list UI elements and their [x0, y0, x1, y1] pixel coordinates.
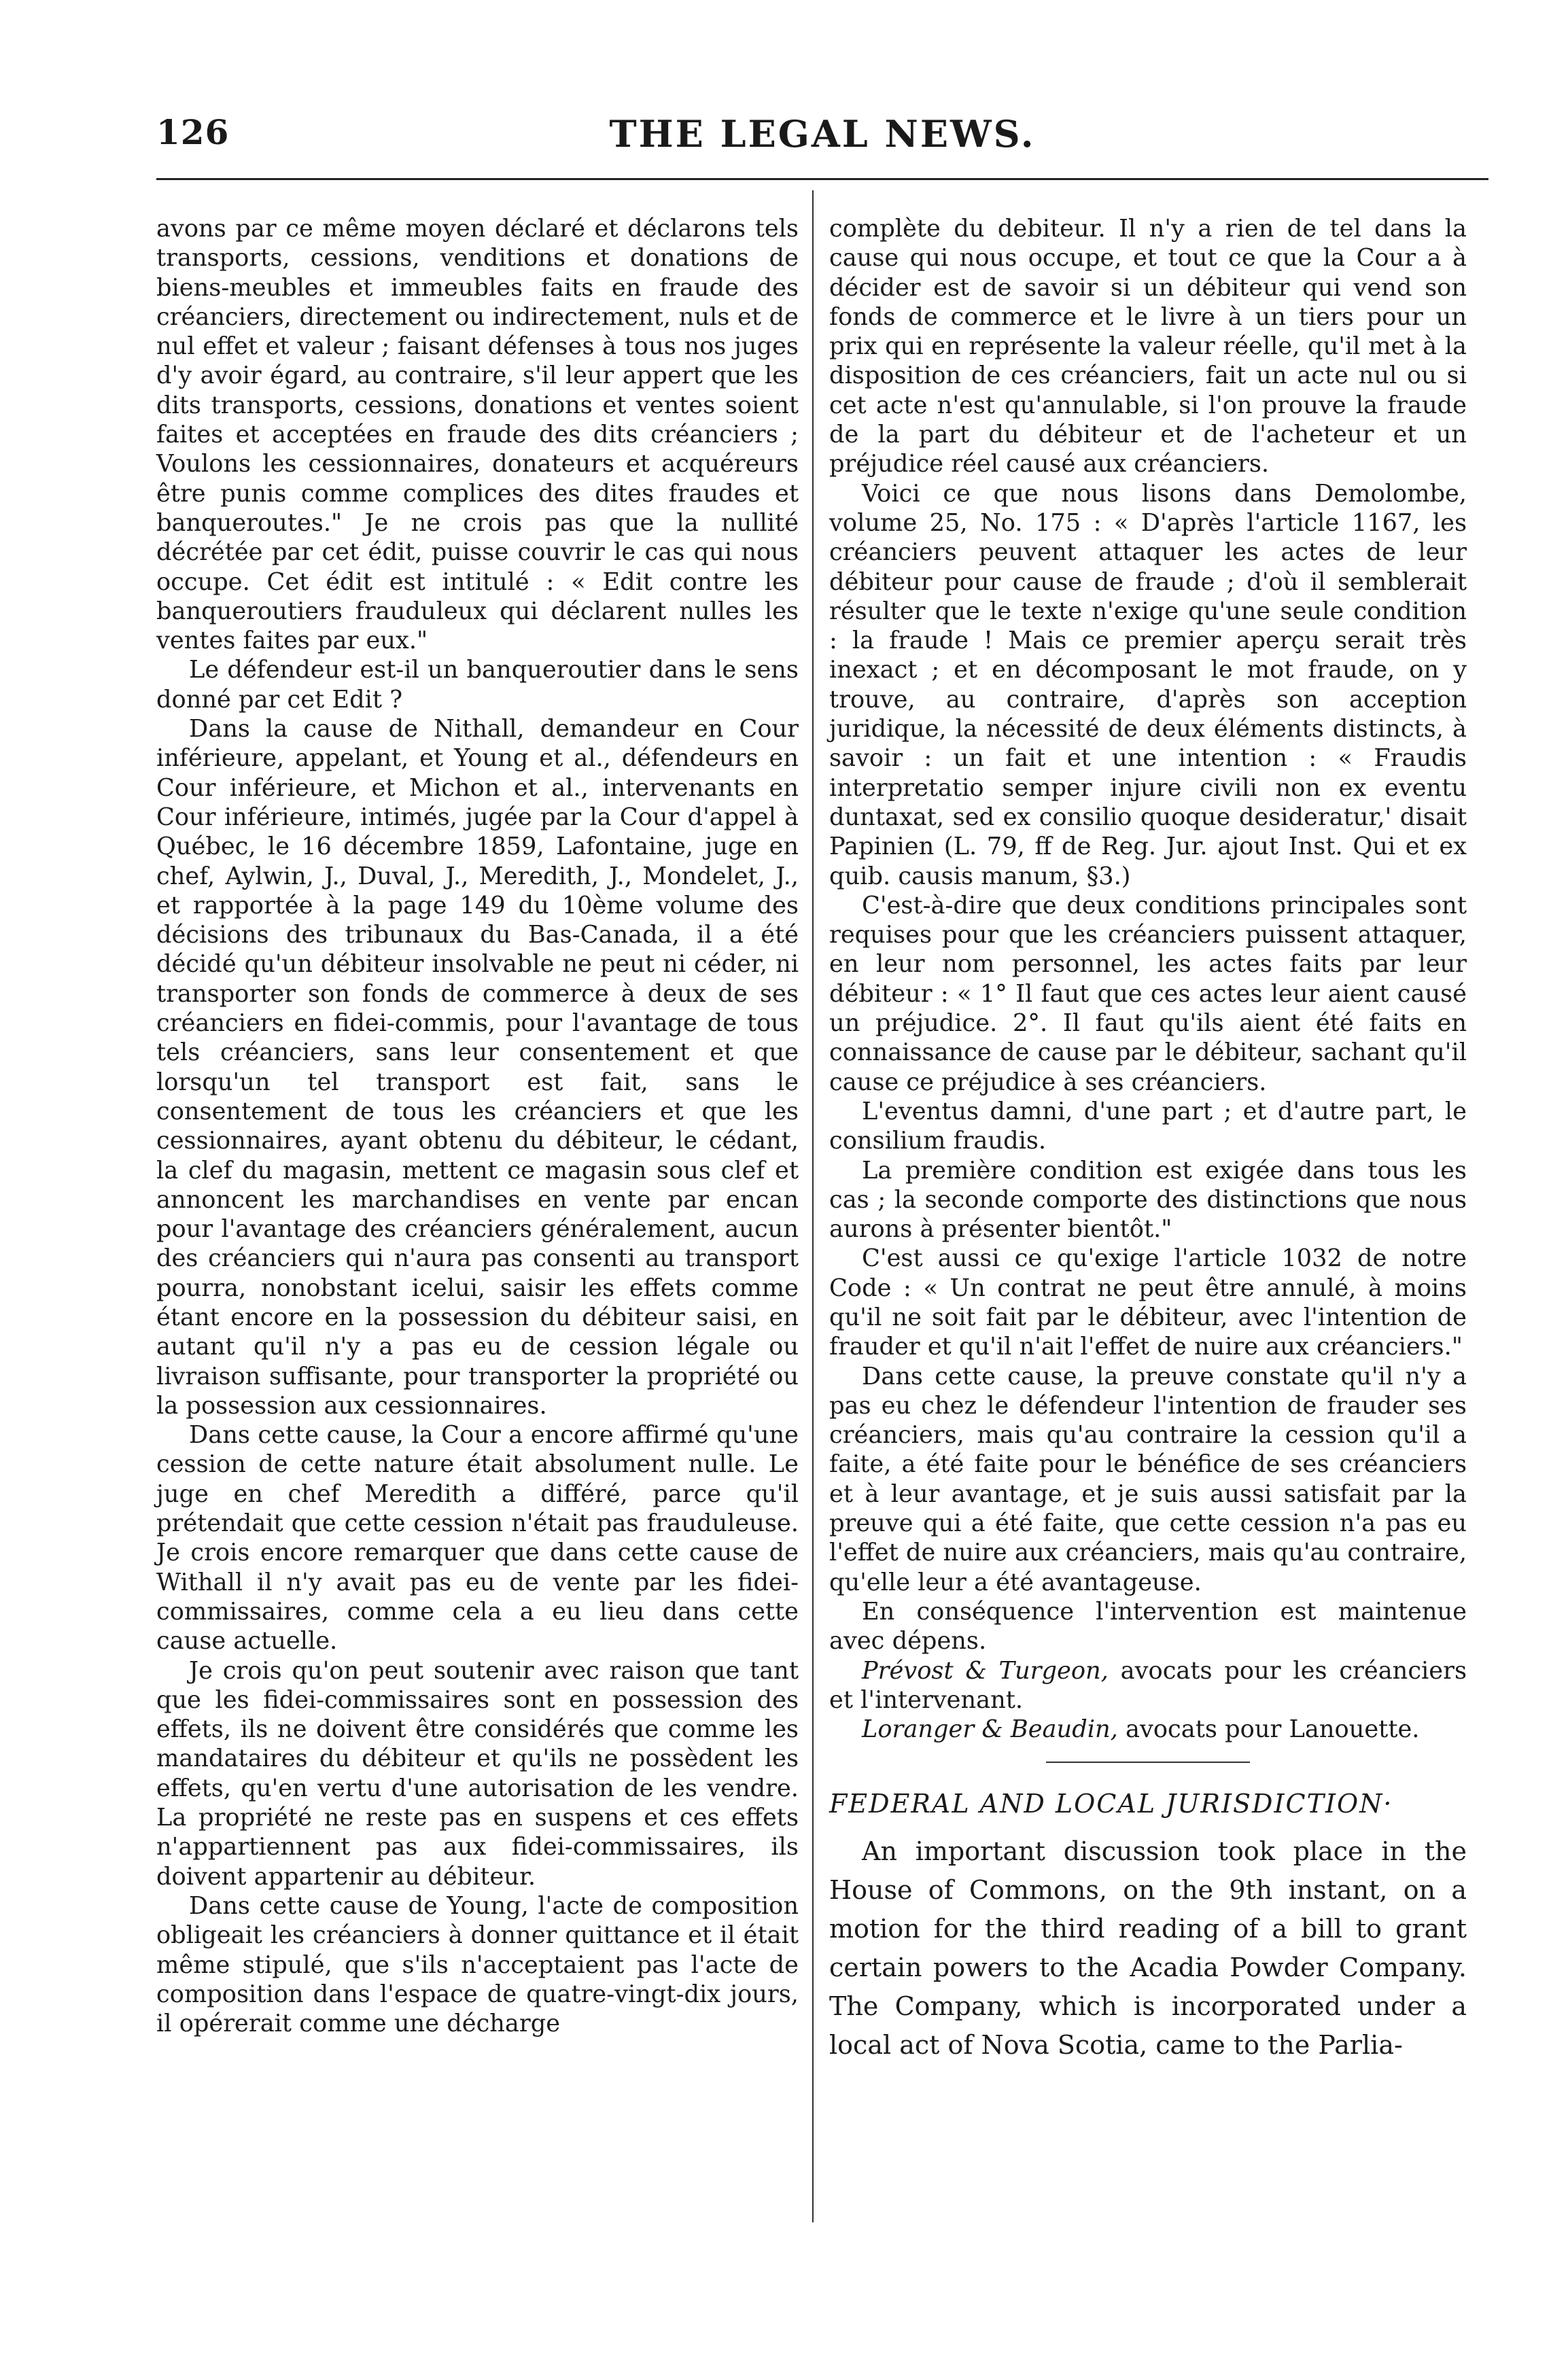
page-number: 126: [156, 112, 230, 152]
paragraph: avons par ce même moyen déclaré et déclarons tels transports, cessions, venditions et donations de biens-meubles et immeubles faits en fraude des créanciers, directement ou indirectement, nuls et de nul effet et valeur ; faisant défenses à tous nos juges d'y avoir égard, au contraire, s'il leur appert que les dits transports, cessions, donations et ventes soient faites et acceptées en fraude des dits créanciers ; Voulons les cessionnaires, donateurs et acquéreurs être punis comme complices des dites fraudes et banqueroutes." Je ne crois pas que la nullité décrétée par cet édit, puisse couvrir le cas qui nous occupe. Cet édit est intitulé : « Edit contre les banqueroutiers frauduleux qui déclarent nulles les ventes faites par eux.": [156, 215, 799, 655]
right-column: [829, 214, 1467, 2253]
paragraph: C'est aussi ce qu'exige l'article 1032 de notre Code : « Un contrat ne peut être annulé, à moins qu'il ne soit fait par le débiteur, avec l'intention de frauder et qu'il n'ait l'effet de nuire aux créanciers.": [829, 1244, 1467, 1361]
paragraph: Dans cette cause de Young, l'acte de composition obligeait les créanciers à donner quittance et il était même stipulé, que s'ils n'acceptaient pas l'acte de composition dans l'espace de quatre-vingt-dix jours, il opérerait comme une décharge: [156, 1891, 799, 2038]
counsel-names: Prévost & Turgeon,: [862, 1656, 1109, 1685]
paragraph: Dans cette cause, la preuve constate qu'il n'y a pas eu chez le défendeur l'intention de frauder ses créanciers, mais qu'au contraire la cession qu'il a faite, a été faite pour le bénéfice de ses créanciers et à leur avantage, et je suis aussi satisfait par la preuve qui a été faite, que cette cession n'a pas eu l'effet de nuire aux créanciers, mais qu'au contraire, qu'elle leur a été avantageuse.: [829, 1362, 1467, 1596]
paragraph: complète du debiteur. Il n'y a rien de tel dans la cause qui nous occupe, et tout ce que la Cour a à décider est de savoir si un débiteur qui vend son fonds de commerce et le livre à un tiers pour un prix qui en représente la valeur réelle, qu'il met à la disposition de ces créanciers, fait un acte nul ou si cet acte n'est qu'annulable, si l'on prouve la fraude de la part du débiteur et de l'acheteur et un préjudice réel causé aux créanciers.: [829, 215, 1467, 478]
counsel-names: Loranger & Beaudin,: [862, 1715, 1118, 1744]
section-title: FEDERAL AND LOCAL JURISDICTION·: [829, 1789, 1393, 1819]
left-column: [156, 214, 799, 2253]
counsel-signature: [829, 1656, 1467, 1715]
page-header: [156, 112, 1488, 167]
paragraph: En conséquence l'intervention est maintenue avec dépens.: [829, 1597, 1467, 1656]
section-rule: [1046, 1762, 1250, 1763]
running-title: THE LEGAL NEWS.: [609, 112, 1036, 156]
section-body: An important discussion took place in the House of Commons, on the 9th instant, on a motion for the third reading of a bill to grant certain powers to the Acadia Powder Company. The Company, which is incorporated under a local act of Nova Scotia, came to the Parlia-: [829, 1836, 1467, 2061]
paragraph: Je crois qu'on peut soutenir avec raison que tant que les fidei-commissaires sont en possession des effets, ils ne doivent être considérés que comme les mandataires du débiteur et qu'ils ne possèdent les effets, qu'en vertu d'une autorisation de les vendre. La propriété ne reste pas en suspens et ces effets n'appartiennent pas aux fidei-commissaires, ils doivent appartenir au débiteur.: [156, 1656, 799, 1891]
paragraph: Le défendeur est-il un banqueroutier dans le sens donné par cet Edit ?: [156, 656, 799, 714]
header-rule: [156, 178, 1488, 180]
counsel-signature: [829, 1715, 1467, 1744]
paragraph: Dans cette cause, la Cour a encore affirmé qu'une cession de cette nature était absolument nulle. Le juge en chef Meredith a différé, parce qu'il prétendait que cette cession n'était pas frauduleuse. Je crois encore remarquer que dans cette cause de Withall il n'y avait pas eu de vente par les fidei-commissaires, comme cela a eu lieu dans cette cause actuelle.: [156, 1421, 799, 1656]
paragraph: La première condition est exigée dans tous les cas ; la seconde comporte des distinctions que nous aurons à présenter bientôt.": [829, 1156, 1467, 1244]
counsel-role: avocats pour Lanouette.: [1117, 1715, 1420, 1744]
paragraph: Dans la cause de Nithall, demandeur en Cour inférieure, appelant, et Young et al., défendeurs en Cour inférieure, et Michon et al., intervenants en Cour inférieure, intimés, jugée par la Cour d'appel à Québec, le 16 décembre 1859, Lafontaine, juge en chef, Aylwin, J., Duval, J., Meredith, J., Mondelet, J., et rapportée à la page 149 du 10ème volume des décisions des tribunaux du Bas-Canada, il a été décidé qu'un débiteur insolvable ne peut ni céder, ni transporter son fonds de commerce à deux de ses créanciers en fidei-commis, pour l'avantage de tous tels créanciers, sans leur consentement et que lorsqu'un tel transport est fait, sans le consentement de tous les créanciers et que les cessionnaires, ayant obtenu du débiteur, le cédant, la clef du magasin, mettent ce magasin sous clef et annoncent les marchandises en vente par encan pour l'avantage des créanciers généralement, aucun des créanciers qui n'aura pas consenti au transport pourra, nonobstant icelui, saisir les effets comme étant encore en la possession du débiteur saisi, en autant qu'il n'y a pas eu de cession légale ou livraison suffisante, pour transporter la propriété ou la possession aux cessionnaires.: [156, 715, 799, 1420]
paragraph: Voici ce que nous lisons dans Demolombe, volume 25, No. 175 : « D'après l'article 1167, les créanciers peuvent attaquer les actes de leur débiteur pour cause de fraude ; d'où il semblerait résulter que le texte n'exige qu'une seule condition : la fraude ! Mais ce premier aperçu serait très inexact ; et en décomposant le mot fraude, on y trouve, au contraire, d'après son acception juridique, la nécessité de deux éléments distincts, à savoir : un fait et une intention : « Fraudis interpretatio semper injure civili non ex eventu duntaxat, sed ex consilio quoque desideratur,' disait Papinien (L. 79, ff de Reg. Jur. ajout Inst. Qui et ex quib. causis manum, §3.): [829, 479, 1467, 890]
paragraph: L'eventus damni, d'une part ; et d'autre part, le consilium fraudis.: [829, 1097, 1467, 1155]
paragraph: C'est-à-dire que deux conditions principales sont requises pour que les créanciers puissent attaquer, en leur nom personnel, les actes faits par leur débiteur : « 1° Il faut que ces actes leur aient causé un préjudice. 2°. Il faut qu'ils aient été faits en connaissance de cause par le débiteur, sachant qu'il cause ce préjudice à ses créanciers.: [829, 891, 1467, 1096]
column-divider: [812, 190, 814, 2222]
counsel-role: avocats pour les créanciers et l'intervenant.: [829, 1656, 1467, 1714]
